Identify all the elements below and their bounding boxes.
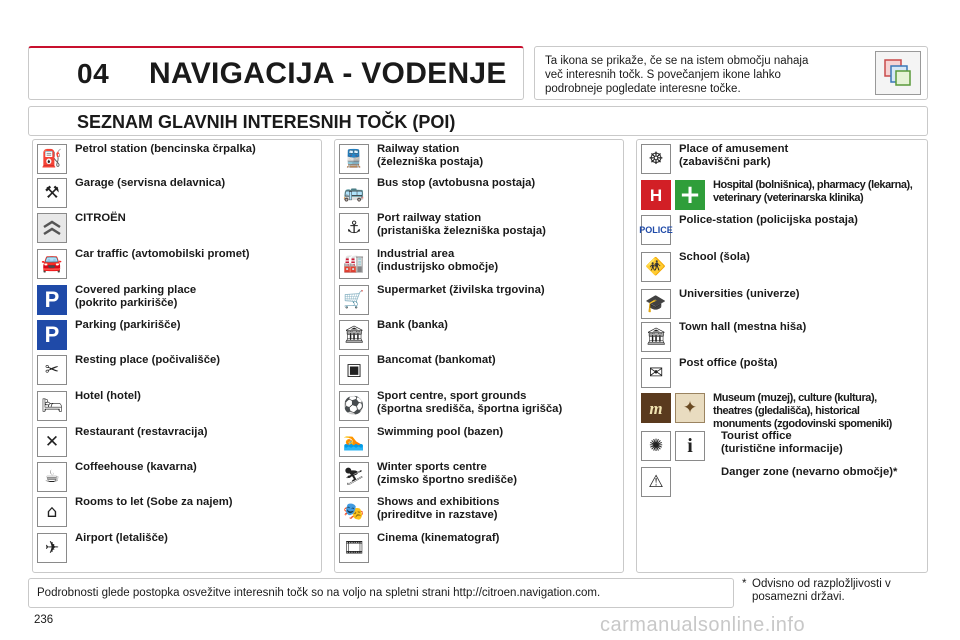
footer-text: Podrobnosti glede postopka osvežitve interesnih točk so na voljo na spletni strani http://citroen.navigation.com.	[37, 587, 601, 599]
section-title: SEZNAM GLAVNIH INTERESNIH TOČK (POI)	[77, 112, 456, 132]
train-icon: 🚆	[339, 144, 369, 174]
poi-label: Covered parking place (pokrito parkirišče)	[75, 284, 197, 309]
poi-label: Rooms to let (Sobe za najem)	[75, 496, 233, 508]
pharmacy-cross-icon: +	[675, 180, 705, 210]
museum-m-icon: m	[641, 393, 671, 423]
shopping-cart-icon: 🛒	[339, 285, 369, 315]
historical-monument-icon: ✦	[675, 393, 705, 423]
poi-label: Airport (letališče)	[75, 532, 168, 544]
poi-label: Industrial area (industrijsko območje)	[377, 248, 499, 273]
footnote-marker: *	[742, 578, 747, 590]
poi-label: Hotel (hotel)	[75, 390, 141, 402]
bank-icon: 🏛	[339, 320, 369, 350]
tourist-info-icon: i	[675, 431, 705, 461]
poi-label: Shows and exhibitions (prireditve in razstave)	[377, 496, 500, 521]
poi-label: Museum (muzej), culture (kultura), theatres (gledališča), historical monuments (zgodovinski spomeniki)	[713, 392, 892, 430]
poi-label: Coffeehouse (kavarna)	[75, 461, 197, 473]
poi-label: Hospital (bolnišnica), pharmacy (lekarna), veterinary (veterinarska klinika)	[713, 179, 913, 204]
envelope-icon: ✉	[641, 358, 671, 388]
chapter-title: NAVIGACIJA - VODENJE	[149, 56, 507, 90]
swimmer-icon: 🏊	[339, 427, 369, 457]
resting-place-icon: ✂	[37, 355, 67, 385]
skier-icon: ⛷	[339, 462, 369, 492]
poi-label: CITROËN	[75, 212, 126, 224]
hospital-icon: H	[641, 180, 671, 210]
tip-text	[545, 54, 865, 96]
poi-label: Restaurant (restavracija)	[75, 426, 208, 438]
poi-label: Port railway station (pristaniška železniška postaja)	[377, 212, 546, 237]
poi-label: Bancomat (bankomat)	[377, 354, 496, 366]
covered-parking-icon: P	[37, 285, 67, 315]
fuel-pump-icon: ⛽	[37, 144, 67, 174]
industrial-icon: 🏭	[339, 249, 369, 279]
watermark: carmanualsonline.info	[600, 614, 806, 636]
hotel-bed-icon: 🛏	[37, 391, 67, 421]
port-train-icon: ⚓	[339, 213, 369, 243]
poi-label: Police-station (policijska postaja)	[679, 214, 858, 226]
theatre-masks-icon: 🎭	[339, 497, 369, 527]
footnote-line: posamezni državi.	[752, 591, 845, 603]
chapter-number: 04	[77, 57, 110, 89]
poi-label: Railway station (železniška postaja)	[377, 143, 484, 168]
ferris-wheel-icon: ☸	[641, 144, 671, 174]
police-icon: POLICE	[641, 215, 671, 245]
school-children-icon: 🚸	[641, 252, 671, 282]
poi-label: Car traffic (avtomobilski promet)	[75, 248, 250, 260]
poi-label: Winter sports centre (zimsko športno središče)	[377, 461, 517, 486]
citroen-logo-icon	[37, 213, 67, 243]
section-heading-bar	[28, 106, 928, 136]
university-graduate-icon: 🎓	[641, 289, 671, 319]
tip-line: Ta ikona se prikaže, če se na istem območju nahaja	[545, 55, 809, 67]
poi-label: Supermarket (živilska trgovina)	[377, 284, 545, 296]
page-number: 236	[34, 614, 54, 626]
wrench-hammer-icon: ⚒	[37, 178, 67, 208]
poi-label: School (šola)	[679, 251, 750, 263]
poi-label: Place of amusement (zabaviščni park)	[679, 143, 789, 168]
poi-column-3	[636, 139, 928, 573]
town-hall-icon: 🏛	[641, 322, 671, 352]
poi-label: Cinema (kinematograf)	[377, 532, 500, 544]
atm-icon: ▣	[339, 355, 369, 385]
chapter-header	[28, 46, 524, 100]
poi-column-2	[334, 139, 624, 573]
footnote-line: Odvisno od razpložljivosti v	[752, 578, 891, 590]
car-traffic-icon: 🚘	[37, 249, 67, 279]
poi-label: Sport centre, sport grounds (športna središča, športna igrišča)	[377, 390, 563, 415]
poi-label: Universities (univerze)	[679, 288, 800, 300]
tip-line: več interesnih točk. S povečanjem ikone lahko	[545, 69, 781, 81]
poi-label: Danger zone (nevarno območje)*	[721, 466, 898, 478]
tourist-sight-icon: ✺	[641, 431, 671, 461]
poi-label: Petrol station (bencinska črpalka)	[75, 143, 256, 155]
restaurant-icon: ✕	[37, 427, 67, 457]
sport-icon: ⚽	[339, 391, 369, 421]
danger-warning-icon: ⚠	[641, 467, 671, 497]
poi-label: Tourist office (turistične informacije)	[721, 430, 843, 455]
airplane-icon: ✈	[37, 533, 67, 563]
poi-label: Town hall (mestna hiša)	[679, 321, 807, 333]
poi-label: Swimming pool (bazen)	[377, 426, 504, 438]
poi-label: Post office (pošta)	[679, 357, 778, 369]
poi-column-1	[32, 139, 322, 573]
film-icon: 🎞	[339, 533, 369, 563]
tip-line: podrobneje pogledate interesne točke.	[545, 83, 741, 95]
poi-label: Bus stop (avtobusna postaja)	[377, 177, 536, 189]
coffee-cup-icon: ☕	[37, 462, 67, 492]
poi-label: Resting place (počivališče)	[75, 354, 221, 366]
poi-label: Garage (servisna delavnica)	[75, 177, 226, 189]
multiple-poi-tip	[534, 46, 928, 100]
multiple-poi-icon	[875, 51, 921, 95]
bus-icon: 🚌	[339, 178, 369, 208]
poi-label: Parking (parkirišče)	[75, 319, 181, 331]
rooms-to-let-icon: ⌂	[37, 497, 67, 527]
poi-label: Bank (banka)	[377, 319, 448, 331]
footer-note-box	[28, 578, 734, 608]
parking-icon: P	[37, 320, 67, 350]
